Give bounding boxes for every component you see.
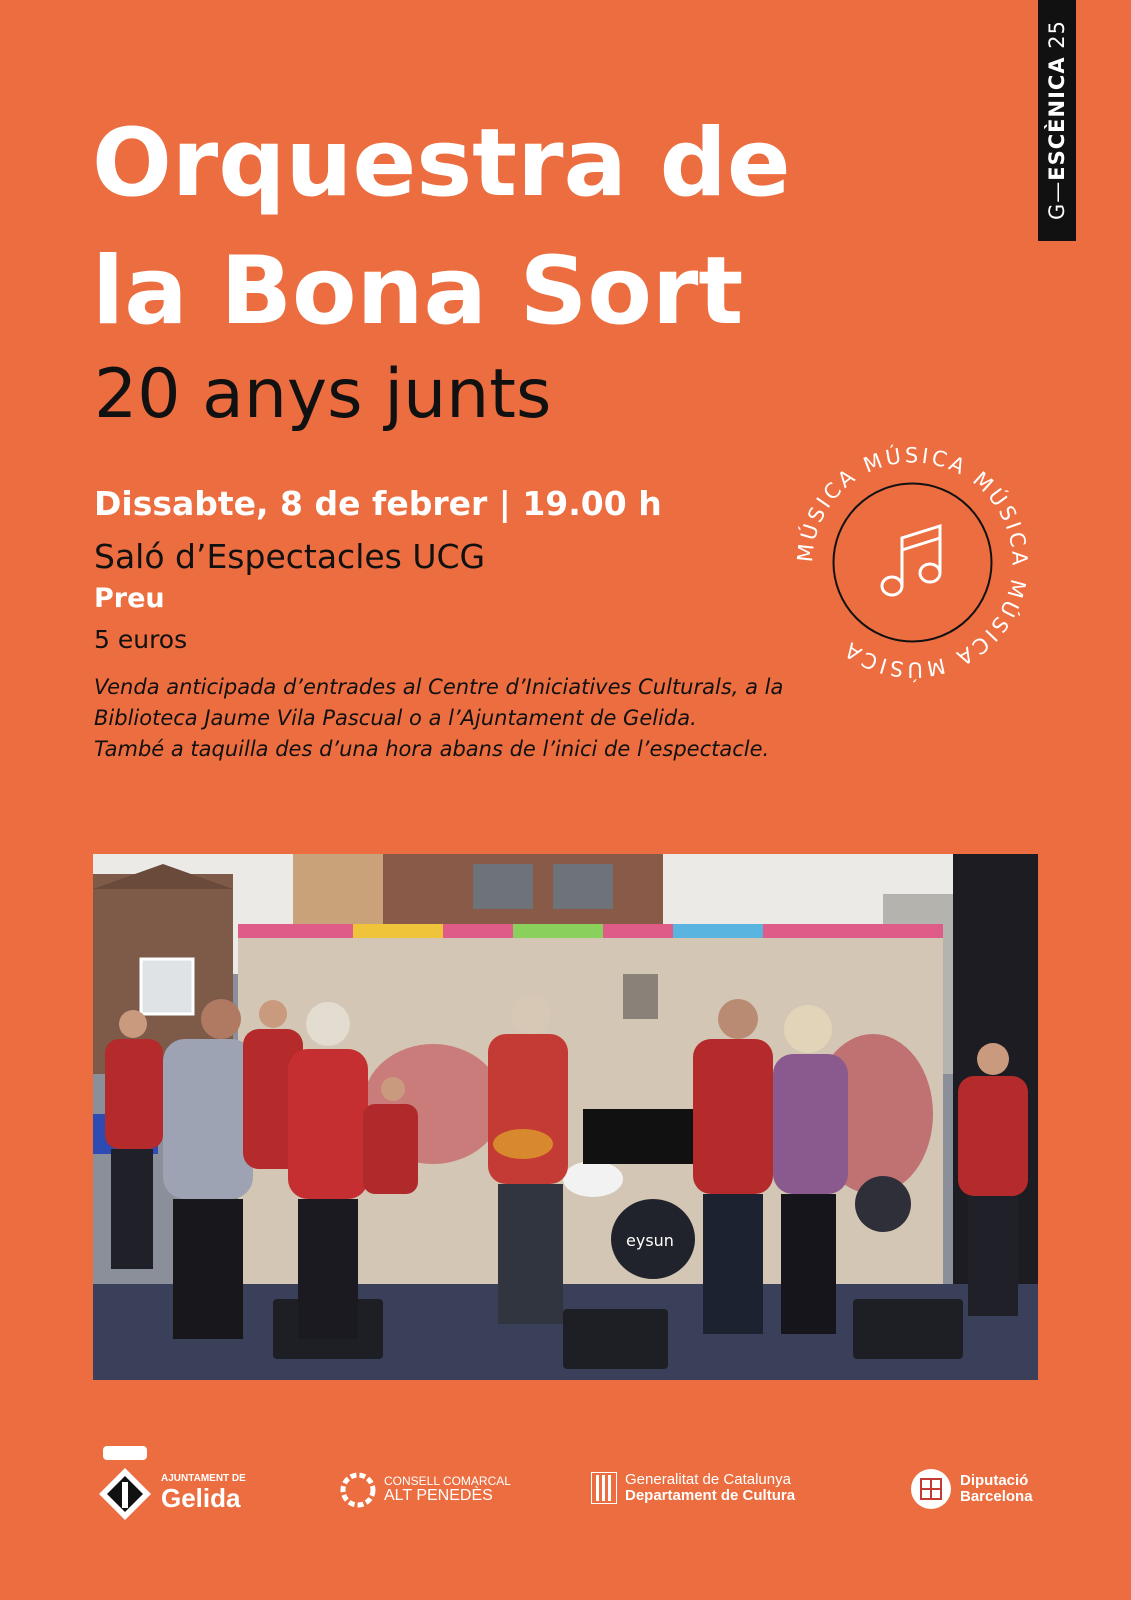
event-date-time: Dissabte, 8 de febrer | 19.00 h (94, 484, 662, 523)
price-label: Preu (94, 583, 165, 614)
diputacio-line-2: Barcelona (960, 1488, 1033, 1505)
series-name: ESCÈNICA (1045, 56, 1069, 181)
ticket-note-line-3: També a taquilla des d’una hora abans de l’inici de l’espectacle. (94, 737, 770, 761)
sponsor-logos (0, 1440, 1131, 1530)
consell-ring-icon (338, 1470, 378, 1510)
consell-line-1: CONSELL COMARCAL (384, 1474, 511, 1489)
ticket-note-line-1: Venda anticipada d’entrades al Centre d’Iniciatives Culturals, a la (94, 675, 784, 699)
series-year: 25 (1045, 20, 1069, 49)
music-badge (790, 440, 1035, 685)
ticket-sales-note (94, 672, 834, 765)
badge-ring-text: MÚSICA MÚSICA MÚSICA MÚSICA MÚSICA (793, 443, 1032, 682)
logo-diputacio-barcelona (910, 1468, 1033, 1510)
series-tab-label (1045, 20, 1069, 220)
event-title (92, 100, 791, 356)
logo-generalitat (591, 1472, 795, 1504)
diputacio-line-1: Diputació (960, 1472, 1029, 1490)
event-title-line-1: Orquestra de (92, 109, 791, 218)
diputacio-seal-icon (910, 1468, 952, 1510)
generalitat-line-1: Generalitat de Catalunya (625, 1471, 791, 1489)
event-title-line-2: la Bona Sort (92, 237, 744, 346)
generalitat-line-2: Departament de Cultura (625, 1487, 796, 1504)
senyera-icon (591, 1472, 617, 1504)
gelida-shield-icon (95, 1446, 155, 1524)
series-prefix: G— (1045, 180, 1069, 220)
consell-line-2: ALT PENEDÈS (384, 1486, 493, 1504)
logo-ajuntament-gelida (95, 1446, 246, 1524)
event-subtitle: 20 anys junts (94, 355, 552, 434)
price-value: 5 euros (94, 625, 188, 654)
music-note-icon (882, 526, 940, 595)
event-venue: Saló d’Espectacles UCG (94, 537, 486, 576)
gelida-name: Gelida (161, 1482, 241, 1513)
kick-drum-text: eysun (626, 1231, 674, 1250)
gelida-small-text: AJUNTAMENT DE (161, 1473, 246, 1485)
ticket-note-line-2: Biblioteca Jaume Vila Pascual o a l’Ajuntament de Gelida. (94, 706, 697, 730)
band-photo (93, 854, 1038, 1380)
logo-consell-comarcal (338, 1470, 511, 1510)
badge-circle (834, 484, 992, 642)
